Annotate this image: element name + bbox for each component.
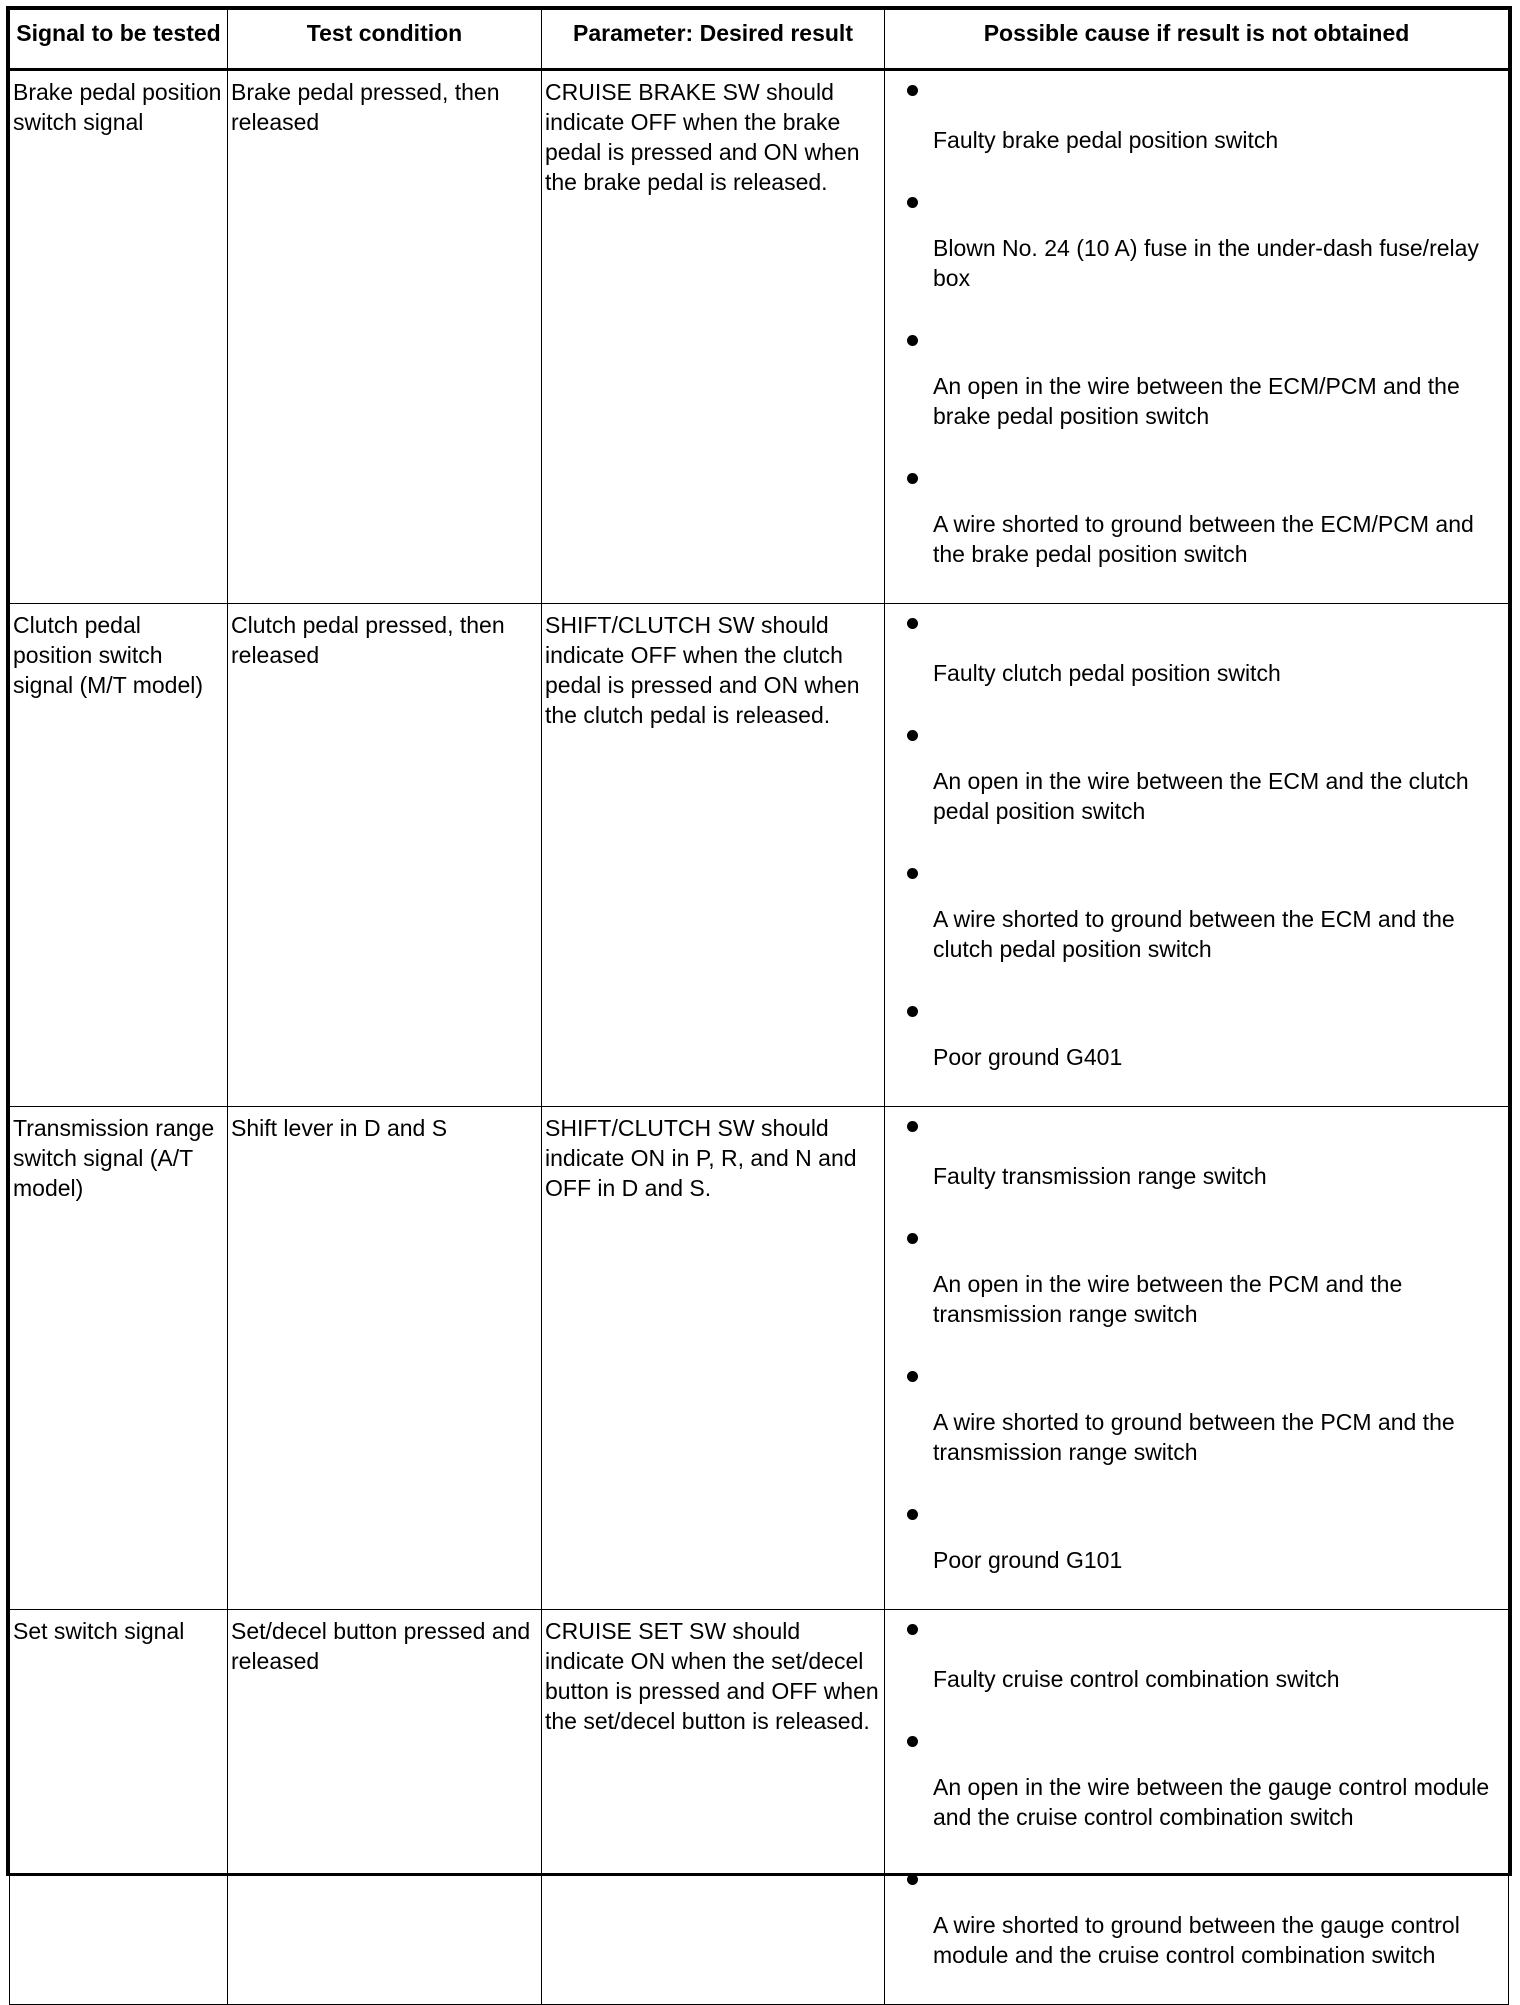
cause-text: An open in the wire between the ECM/PCM and the brake pedal position switch (933, 373, 1460, 429)
condition-cell: Shift lever in D and S (228, 1107, 542, 1610)
bullet-icon (907, 618, 918, 629)
header-possible-cause: Possible cause if result is not obtained (885, 10, 1509, 70)
signal-cell: Set switch signal (10, 1610, 228, 2005)
bullet-icon (907, 1121, 918, 1132)
list-item (885, 1616, 1508, 1694)
bullet-icon (907, 335, 918, 346)
causes-cell (885, 1610, 1509, 2005)
parameter-cell: CRUISE SET SW should indicate ON when the set/decel button is pressed and OFF when the set/decel button is released. (542, 1610, 885, 2005)
bullet-icon (907, 1874, 918, 1885)
list-item (885, 465, 1508, 569)
bullet-icon (907, 1624, 918, 1635)
parameter-cell: CRUISE BRAKE SW should indicate OFF when the brake pedal is pressed and ON when the brake pedal is released. (542, 70, 885, 604)
cause-text: An open in the wire between the PCM and the transmission range switch (933, 1271, 1403, 1327)
list-item (885, 610, 1508, 688)
cause-text: Poor ground G401 (933, 1044, 1123, 1070)
signal-cell: Transmission range switch signal (A/T model) (10, 1107, 228, 1610)
parameter-cell: SHIFT/CLUTCH SW should indicate ON in P, R, and N and OFF in D and S. (542, 1107, 885, 1610)
table-row (10, 604, 1509, 1107)
header-signal: Signal to be tested (10, 10, 228, 70)
list-item (885, 327, 1508, 431)
list-item (885, 1728, 1508, 1832)
cause-text: An open in the wire between the ECM and the clutch pedal position switch (933, 768, 1469, 824)
list-item (885, 77, 1508, 155)
bullet-icon (907, 730, 918, 741)
cause-text: An open in the wire between the gauge control module and the cruise control combination switch (933, 1774, 1490, 1830)
list-item (885, 1363, 1508, 1467)
condition-cell: Set/decel button pressed and released (228, 1610, 542, 2005)
causes-cell (885, 604, 1509, 1107)
signal-cell: Clutch pedal position switch signal (M/T model) (10, 604, 228, 1107)
bullet-icon (907, 868, 918, 879)
list-item (885, 998, 1508, 1072)
list-item (885, 189, 1508, 293)
bullet-icon (907, 1006, 918, 1017)
signal-cell: Brake pedal position switch signal (10, 70, 228, 604)
header-desired-result: Parameter: Desired result (542, 10, 885, 70)
cause-text: A wire shorted to ground between the gauge control module and the cruise control combination switch (933, 1912, 1460, 1968)
cause-text: A wire shorted to ground between the ECM and the clutch pedal position switch (933, 906, 1455, 962)
bullet-icon (907, 197, 918, 208)
cause-text: Blown No. 24 (10 A) fuse in the under-dash fuse/relay box (933, 235, 1479, 291)
list-item (885, 1501, 1508, 1575)
cause-text: A wire shorted to ground between the PCM and the transmission range switch (933, 1409, 1455, 1465)
bullet-icon (907, 85, 918, 96)
list-item (885, 1225, 1508, 1329)
bullet-icon (907, 1736, 918, 1747)
cause-text: Poor ground G101 (933, 1547, 1123, 1573)
cause-text: Faulty cruise control combination switch (933, 1666, 1340, 1692)
cause-list (885, 77, 1508, 569)
cause-text: Faulty transmission range switch (933, 1163, 1267, 1189)
cause-text: Faulty clutch pedal position switch (933, 660, 1281, 686)
bullet-icon (907, 1509, 918, 1520)
table-row (10, 70, 1509, 604)
bullet-icon (907, 1371, 918, 1382)
parameter-cell: SHIFT/CLUTCH SW should indicate OFF when the clutch pedal is pressed and ON when the clutch pedal is released. (542, 604, 885, 1107)
causes-cell (885, 1107, 1509, 1610)
cause-list (885, 610, 1508, 1072)
diagnostic-table (9, 9, 1509, 2005)
cause-list (885, 1113, 1508, 1575)
condition-cell: Clutch pedal pressed, then released (228, 604, 542, 1107)
list-item (885, 722, 1508, 826)
header-row (10, 10, 1509, 70)
header-test-condition: Test condition (228, 10, 542, 70)
diagnostic-table-sheet (6, 6, 1512, 1968)
list-item (885, 1113, 1508, 1191)
bullet-icon (907, 1233, 918, 1244)
cause-list (885, 1616, 1508, 1970)
table-row (10, 1610, 1509, 2005)
list-item (885, 860, 1508, 964)
cause-text: Faulty brake pedal position switch (933, 127, 1279, 153)
cause-text: A wire shorted to ground between the ECM/PCM and the brake pedal position switch (933, 511, 1474, 567)
condition-cell: Brake pedal pressed, then released (228, 70, 542, 604)
table-row (10, 1107, 1509, 1610)
causes-cell (885, 70, 1509, 604)
bullet-icon (907, 473, 918, 484)
